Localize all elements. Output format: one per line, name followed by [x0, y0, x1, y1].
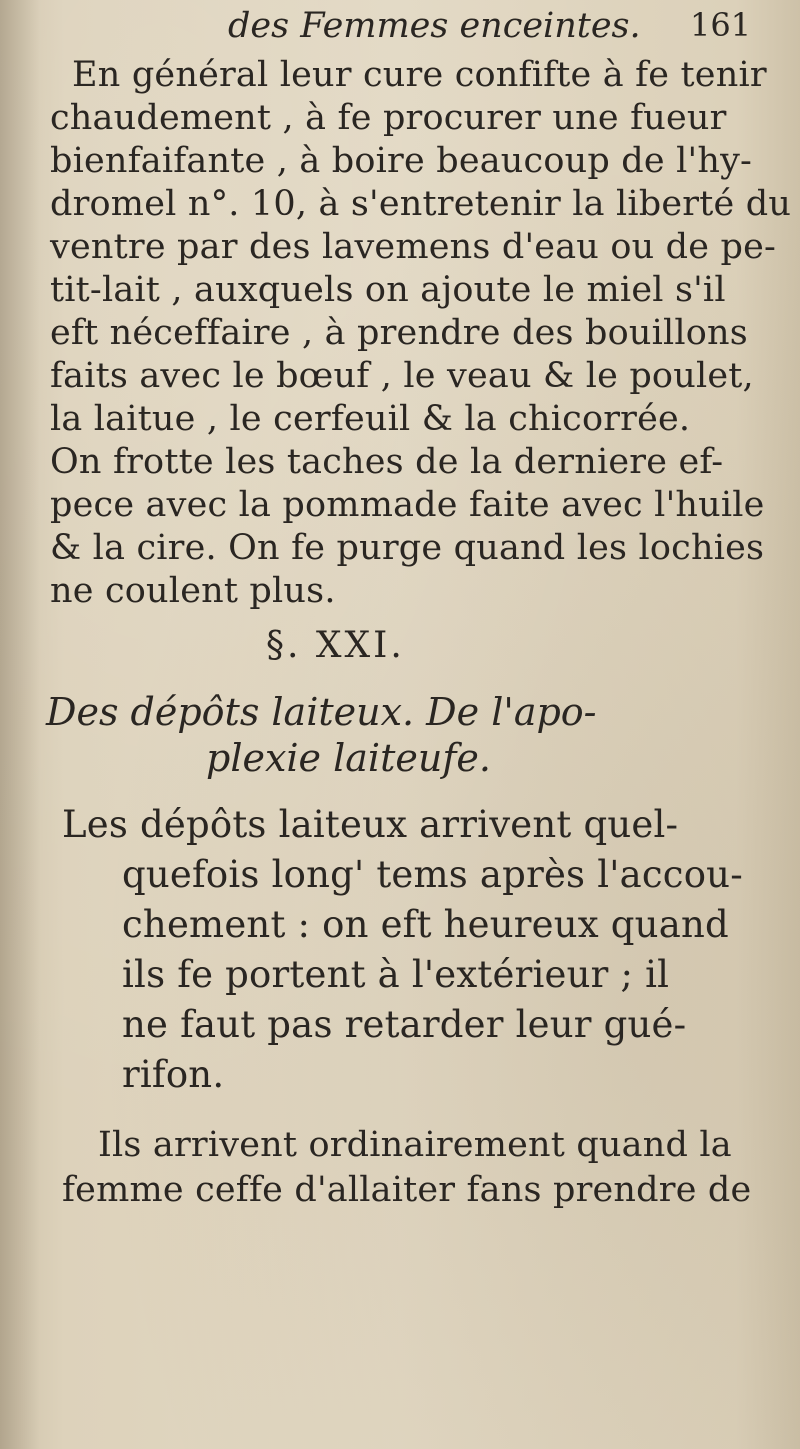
text-line: quefois long' tems après l'accou- [122, 853, 743, 896]
text-line: En général leur cure confifte à fe tenir [72, 55, 767, 95]
text-line: faits avec le bœuf , le veau & le poulet, [50, 356, 754, 396]
text-line: On frotte les taches de la derniere ef- [50, 442, 724, 482]
section-number: §. XXI. [266, 625, 405, 666]
text-line: bienfaifante , à boire beaucoup de l'hy- [50, 141, 753, 181]
section-title-line: plexie laiteufe. [206, 736, 491, 780]
page-edge-shadow [0, 0, 40, 1449]
text-line: Ils arrivent ordinairement quand la [98, 1125, 732, 1165]
running-title: des Femmes enceintes. [228, 6, 641, 46]
page-number: 161 [690, 6, 752, 44]
text-line: ventre par des lavemens d'eau ou de pe- [50, 227, 777, 267]
text-line: chaudement , à fe procurer une fueur [50, 98, 727, 138]
text-line: rifon. [122, 1053, 225, 1096]
text-line: pece avec la pommade faite avec l'huile [50, 485, 765, 525]
text-line: Les dépôts laiteux arrivent quel- [62, 803, 679, 846]
section-title-line: Des dépôts laiteux. De l'apo- [46, 690, 597, 734]
text-line: dromel n°. 10, à s'entretenir la liberté du [50, 184, 792, 224]
text-line: ils fe portent à l'extérieur ; il [122, 953, 670, 996]
text-line: la laitue , le cerfeuil & la chicorrée. [50, 399, 691, 439]
text-line: ne faut pas retarder leur gué- [122, 1003, 687, 1046]
text-line: chement : on eft heureux quand [122, 903, 729, 946]
text-line: femme ceffe d'allaiter fans prendre de [62, 1170, 752, 1210]
text-line: ne coulent plus. [50, 571, 336, 611]
text-line: & la cire. On fe purge quand les lochies [50, 528, 765, 568]
text-line: eft néceffaire , à prendre des bouillons [50, 313, 748, 353]
text-line: tit-lait , auxquels on ajoute le miel s'il [50, 270, 726, 310]
